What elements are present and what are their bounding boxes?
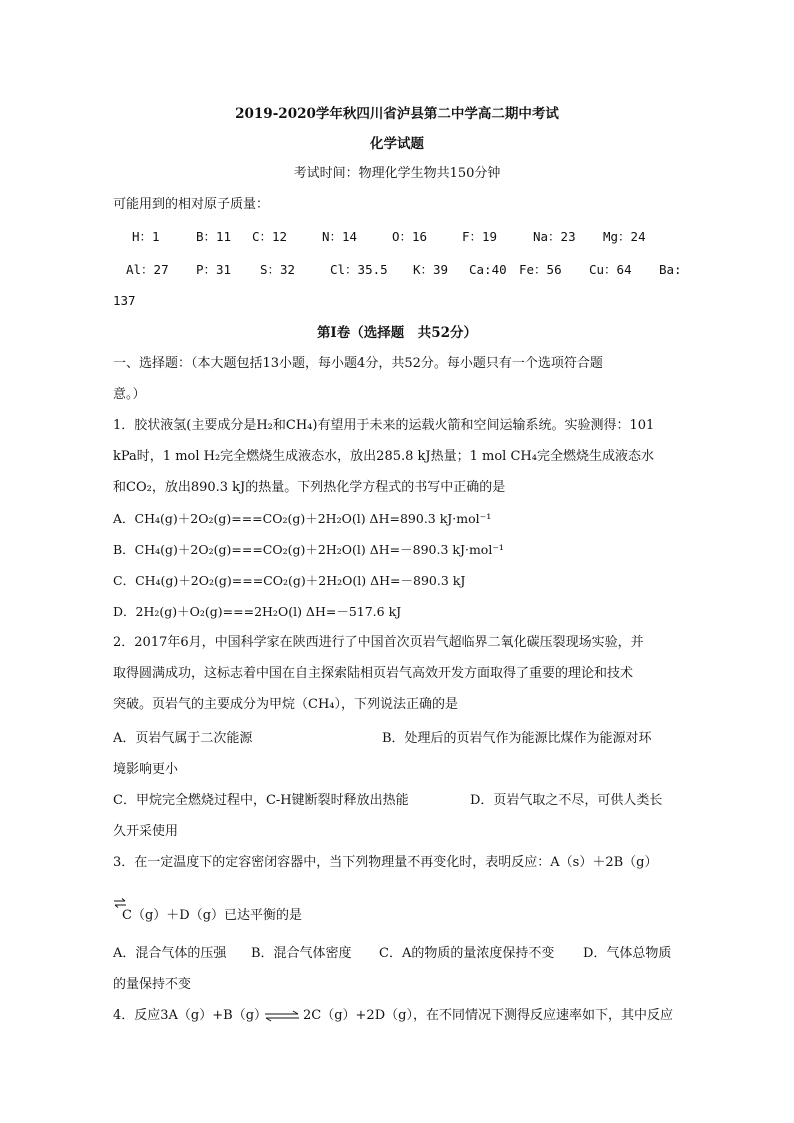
mass-fe: Fe：56 xyxy=(519,262,562,277)
q3-stem-line2: C（g）＋D（g）已达平衡的是 xyxy=(122,908,303,923)
q2-stem-line1: 2．2017年6月，中国科学家在陕西进行了中国首次页岩气超临界二氧化碳压裂现场实验，并 xyxy=(113,635,644,650)
mass-al: Al：27 xyxy=(126,262,169,277)
q3-option-d: D．气体总物质 xyxy=(583,946,672,961)
q2-stem-line3: 突破。页岩气的主要成分为甲烷（CH₄），下列说法正确的是 xyxy=(113,697,458,712)
q3-option-a: A．混合气体的压强 xyxy=(113,946,227,961)
mass-h: H：1 xyxy=(132,229,160,244)
mass-c: C：12 xyxy=(252,229,288,244)
exam-title: 2019-2020学年秋四川省泸县第二中学高二期中考试 xyxy=(235,106,559,122)
mass-p: P：31 xyxy=(196,262,232,277)
mass-b: B：11 xyxy=(196,229,232,244)
q2-option-d-cont: 久开采使用 xyxy=(113,824,179,839)
q4-stem-line1-part2: 2C（g）+2D（g），在不同情况下测得反应速率如下，其中反应 xyxy=(303,1008,673,1023)
q3-option-c: C．A的物质的量浓度保持不变 xyxy=(379,946,555,961)
q1-option-c: C．CH₄(g)＋2O₂(g)===CO₂(g)＋2H₂O(l) ΔH=－890.3 kJ xyxy=(113,573,466,588)
q1-option-a: A．CH₄(g)＋2O₂(g)===CO₂(g)＋2H₂O(l) ΔH=890.3 kJ·mol⁻¹ xyxy=(113,511,492,526)
q2-option-b: B．处理后的页岩气作为能源比煤作为能源对环 xyxy=(382,731,652,746)
equilibrium-arrow-long-icon xyxy=(264,1010,300,1022)
section-instructions-line1: 一、选择题：（本大题包括13小题，每小题4分，共52分。每小题只有一个选项符合题 xyxy=(113,356,603,371)
section-title: 第Ⅰ卷（选择题 共52分） xyxy=(316,325,478,341)
q1-stem-line1: 1．胶状液氢(主要成分是H₂和CH₄)有望用于未来的运载火箭和空间运输系统。实验测得：101 xyxy=(113,418,655,433)
q2-option-d: D．页岩气取之不尽，可供人类长 xyxy=(470,793,663,808)
q3-option-b: B．混合气体密度 xyxy=(251,946,352,961)
q2-option-b-cont: 境影响更小 xyxy=(113,762,179,777)
mass-cl: Cl：35.5 xyxy=(330,262,388,277)
mass-k: K：39 xyxy=(413,262,449,277)
q4-stem-line1-part1: 4．反应3A（g）+B（g） xyxy=(113,1008,268,1023)
mass-o: O：16 xyxy=(392,229,428,244)
mass-n: N：14 xyxy=(322,229,358,244)
mass-f: F：19 xyxy=(462,229,498,244)
q2-option-a: A．页岩气属于二次能源 xyxy=(113,731,253,746)
q1-option-b: B．CH₄(g)＋2O₂(g)===CO₂(g)＋2H₂O(l) ΔH=－890.3 kJ·mol⁻¹ xyxy=(113,542,504,557)
q1-stem-line3: 和CO₂，放出890.3 kJ的热量。下列热化学方程式的书写中正确的是 xyxy=(113,480,506,495)
exam-subtitle: 化学试题 xyxy=(370,136,424,152)
q1-option-d: D．2H₂(g)＋O₂(g)===2H₂O(l) ΔH=－517.6 kJ xyxy=(113,604,402,619)
q1-stem-line2: kPa时，1 mol H₂完全燃烧生成液态水，放出285.8 kJ热量；1 mol CH₄完全燃烧生成液态水 xyxy=(113,449,654,464)
mass-cu: Cu：64 xyxy=(589,262,632,277)
q2-stem-line2: 取得圆满成功，这标志着中国在自主探索陆相页岩气高效开发方面取得了重要的理论和技术 xyxy=(113,666,634,681)
mass-s: S：32 xyxy=(260,262,296,277)
q2-option-c: C．甲烷完全燃烧过程中，C-H键断裂时释放出热能 xyxy=(113,793,409,808)
exam-time: 考试时间：物理化学生物共150分钟 xyxy=(293,166,501,181)
mass-na: Na：23 xyxy=(533,229,576,244)
q3-stem-line1: 3．在一定温度下的定容密闭容器中，当下列物理量不再变化时，表明反应：A（s）＋2B（g） xyxy=(113,855,658,870)
mass-ca: Ca:40 xyxy=(469,262,507,277)
q3-option-d-cont: 的量保持不变 xyxy=(113,977,192,992)
atomic-masses-label: 可能用到的相对原子质量： xyxy=(113,197,270,212)
atomic-masses-row3: 137 xyxy=(113,293,136,308)
mass-ba: Ba: xyxy=(659,262,682,277)
section-instructions-line2: 意。） xyxy=(113,387,146,402)
mass-mg: Mg：24 xyxy=(603,229,646,244)
